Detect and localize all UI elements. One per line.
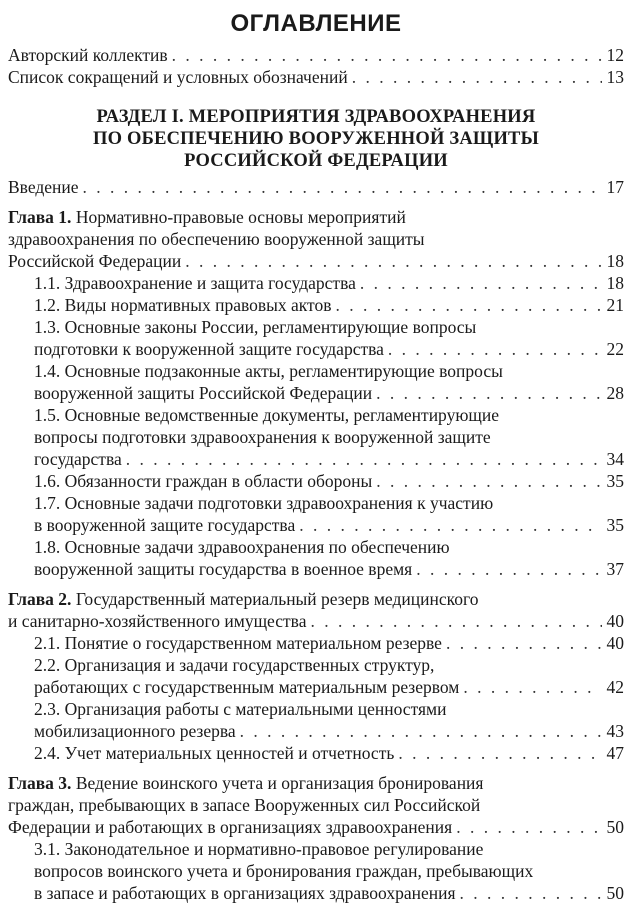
page-number: 28 xyxy=(606,383,624,403)
dot-leader xyxy=(240,720,602,742)
section-heading xyxy=(8,106,624,172)
toc-entry xyxy=(8,492,624,536)
entry-last-line xyxy=(34,272,624,294)
dot-leader xyxy=(388,338,602,360)
page-number: 47 xyxy=(606,743,624,763)
chapter-entry xyxy=(8,206,624,272)
entry-text: в запасе и работающих в организациях здравоохранения xyxy=(34,883,456,903)
entry-text: подготовки к вооруженной защите государства xyxy=(34,339,384,359)
entry-text: в вооруженной защите государства xyxy=(34,515,296,535)
chapter-first-line xyxy=(8,589,478,609)
page-number: 35 xyxy=(606,471,624,491)
entry-line: 1.4. Основные подзаконные акты, регламентирующие вопросы xyxy=(34,361,503,381)
dot-leader xyxy=(83,176,602,198)
entry-line xyxy=(8,772,624,794)
chapter-label: Глава 3. xyxy=(8,773,72,793)
chapter-separator xyxy=(8,198,624,206)
entry-text: 2.4. Учет материальных ценностей и отчетность xyxy=(34,743,395,763)
entry-line: 1.8. Основные задачи здравоохранения по обеспечению xyxy=(34,537,450,557)
toc-entry xyxy=(8,294,624,316)
dot-leader xyxy=(446,632,602,654)
entry-text: Российской Федерации xyxy=(8,251,182,271)
entry-text: Авторский коллектив xyxy=(8,45,168,65)
dot-leader xyxy=(360,272,602,294)
entry-last-line xyxy=(34,882,624,904)
page-number: 40 xyxy=(606,611,624,631)
page-number: 35 xyxy=(606,515,624,535)
entry-line: 3.1. Законодательное и нормативно-правовое регулирование xyxy=(34,839,484,859)
chapter-label: Глава 2. xyxy=(8,589,72,609)
toc-entry xyxy=(8,404,624,470)
chapter-entry xyxy=(8,588,624,632)
page-number: 34 xyxy=(606,449,624,469)
section-heading-line: РОССИЙСКОЙ ФЕДЕРАЦИИ xyxy=(184,151,448,171)
entry-text: и санитарно-хозяйственного имущества xyxy=(8,611,307,631)
toc-entry xyxy=(8,66,624,88)
dot-leader xyxy=(185,250,602,272)
table-of-contents xyxy=(8,44,624,904)
toc-entry xyxy=(8,272,624,294)
entry-line xyxy=(8,206,624,228)
entry-last-line xyxy=(34,514,624,536)
entry-last-line xyxy=(34,382,624,404)
entry-last-line xyxy=(34,448,624,470)
chapter-label: Глава 1. xyxy=(8,207,72,227)
entry-text: Введение xyxy=(8,177,79,197)
dot-leader xyxy=(335,294,602,316)
entry-last-line xyxy=(8,250,624,272)
dot-leader xyxy=(376,382,602,404)
entry-text: Федерации и работающих в организациях здравоохранения xyxy=(8,817,453,837)
page-number: 18 xyxy=(606,251,624,271)
dot-leader xyxy=(310,610,602,632)
toc-entry xyxy=(8,470,624,492)
dot-leader xyxy=(299,514,602,536)
dot-leader xyxy=(172,44,602,66)
entry-last-line xyxy=(8,816,624,838)
dot-leader xyxy=(463,676,602,698)
section-heading-line: ПО ОБЕСПЕЧЕНИЮ ВООРУЖЕННОЙ ЗАЩИТЫ xyxy=(93,129,539,149)
entry-line: граждан, пребывающих в запасе Вооруженных сил Российской xyxy=(8,795,481,815)
chapter-first-line xyxy=(8,773,483,793)
page-number: 21 xyxy=(606,295,624,315)
entry-text: 2.1. Понятие о государственном материальном резерве xyxy=(34,633,442,653)
entry-last-line xyxy=(34,470,624,492)
entry-last-line xyxy=(8,44,624,66)
entry-text: Список сокращений и условных обозначений xyxy=(8,67,348,87)
toc-entry xyxy=(8,632,624,654)
page-number: 50 xyxy=(606,817,624,837)
dot-leader xyxy=(352,66,602,88)
section-heading-line: РАЗДЕЛ I. МЕРОПРИЯТИЯ ЗДРАВООХРАНЕНИЯ xyxy=(96,107,536,127)
entry-last-line xyxy=(34,720,624,742)
page-number: 17 xyxy=(606,177,624,197)
entry-last-line xyxy=(34,338,624,360)
page-number: 42 xyxy=(606,677,624,697)
page-number: 13 xyxy=(606,67,624,87)
entry-line: вопросы подготовки здравоохранения к вооруженной защите xyxy=(34,427,491,447)
toc-entry xyxy=(8,536,624,580)
entry-line: 2.2. Организация и задачи государственных структур, xyxy=(34,655,435,675)
page-number: 40 xyxy=(606,633,624,653)
entry-last-line xyxy=(34,632,624,654)
entry-text: мобилизационного резерва xyxy=(34,721,236,741)
page-number: 12 xyxy=(606,45,624,65)
dot-leader xyxy=(456,816,602,838)
page-number: 22 xyxy=(606,339,624,359)
entry-line xyxy=(8,588,624,610)
toc-entry xyxy=(8,654,624,698)
entry-text: работающих с государственным материальным резервом xyxy=(34,677,460,697)
entry-line: 1.3. Основные законы России, регламентирующие вопросы xyxy=(34,317,477,337)
dot-leader xyxy=(460,882,603,904)
entry-text: вооруженной защиты Российской Федерации xyxy=(34,383,373,403)
page-number: 18 xyxy=(606,273,624,293)
chapter-title-start: Нормативно-правовые основы мероприятий xyxy=(71,207,406,227)
toc-entry xyxy=(8,176,624,198)
chapter-entry xyxy=(8,772,624,838)
toc-entry xyxy=(8,838,624,904)
entry-line: 2.3. Организация работы с материальными ценностями xyxy=(34,699,447,719)
entry-last-line xyxy=(8,176,624,198)
entry-last-line xyxy=(34,676,624,698)
chapter-title-start: Ведение воинского учета и организация бронирования xyxy=(71,773,484,793)
page-number: 43 xyxy=(606,721,624,741)
entry-text: 1.2. Виды нормативных правовых актов xyxy=(34,295,332,315)
entry-text: вооруженной защиты государства в военное время xyxy=(34,559,413,579)
entry-text: 1.6. Обязанности граждан в области обороны xyxy=(34,471,373,491)
entry-line: 1.5. Основные ведомственные документы, регламентирующие xyxy=(34,405,500,425)
page-number: 50 xyxy=(606,883,624,903)
dot-leader xyxy=(126,448,602,470)
toc-entry xyxy=(8,316,624,360)
toc-entry xyxy=(8,360,624,404)
chapter-title-start: Государственный материальный резерв медицинского xyxy=(71,589,479,609)
entry-text: государства xyxy=(34,449,122,469)
entry-text: 1.1. Здравоохранение и защита государства xyxy=(34,273,356,293)
toc-entry xyxy=(8,44,624,66)
chapter-first-line xyxy=(8,207,406,227)
page-number: 37 xyxy=(606,559,624,579)
chapter-separator xyxy=(8,764,624,772)
entry-last-line xyxy=(8,610,624,632)
entry-line: вопросов воинского учета и бронирования граждан, пребывающих xyxy=(34,861,534,881)
entry-last-line xyxy=(34,742,624,764)
dot-leader xyxy=(416,558,602,580)
dot-leader xyxy=(398,742,602,764)
dot-leader xyxy=(376,470,602,492)
chapter-separator xyxy=(8,580,624,588)
entry-last-line xyxy=(34,294,624,316)
entry-last-line xyxy=(34,558,624,580)
toc-entry xyxy=(8,698,624,742)
entry-line: 1.7. Основные задачи подготовки здравоохранения к участию xyxy=(34,493,494,513)
toc-entry xyxy=(8,742,624,764)
page-title: ОГЛАВЛЕНИЕ xyxy=(230,10,402,37)
entry-last-line xyxy=(8,66,624,88)
entry-line: здравоохранения по обеспечению вооруженной защиты xyxy=(8,229,425,249)
